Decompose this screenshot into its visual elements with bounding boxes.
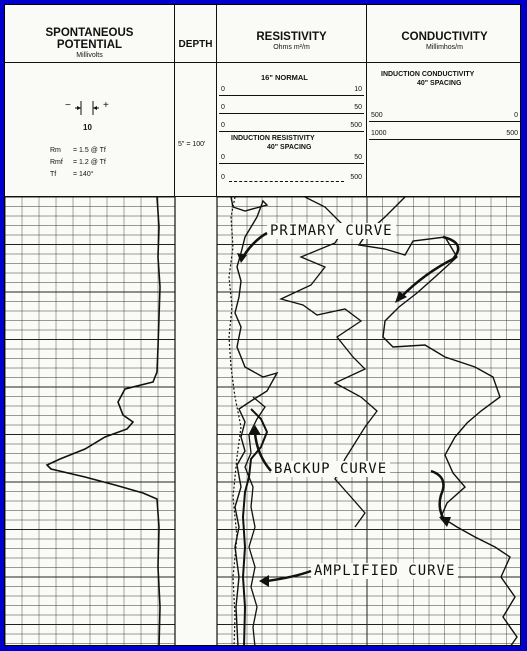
sp-header <box>5 5 175 63</box>
cond-row-1-left: 500 <box>371 112 383 119</box>
rm-label: Rm <box>50 147 61 154</box>
normal-row-1-left: 0 <box>221 86 225 93</box>
sp-plus-sign: + <box>103 100 109 111</box>
induction-row-2-dashed-line <box>229 181 344 182</box>
conductivity-unit: Millimhos/m <box>426 44 463 51</box>
depth-title: DEPTH <box>178 39 213 50</box>
cond-row-2-left: 1000 <box>371 130 387 137</box>
depth-scale-value: 5" = 100' <box>178 141 206 148</box>
conductivity-scale-title-1: INDUCTION CONDUCTIVITY <box>381 71 475 78</box>
normal-title: 16" NORMAL <box>261 73 308 82</box>
well-log-sheet <box>4 4 521 646</box>
tf-value: = 140° <box>73 171 94 178</box>
conductivity-scale-box <box>367 63 521 197</box>
conductivity-scale-title-2: 40" SPACING <box>417 80 462 87</box>
primary-curve-label: PRIMARY CURVE <box>267 223 396 239</box>
depth-scale-box <box>175 63 217 197</box>
resistivity-primary-curve <box>231 197 277 646</box>
induction-res-title-2: 40" SPACING <box>267 144 312 151</box>
tf-label: Tf <box>50 171 57 178</box>
normal-row-3-left: 0 <box>221 122 225 129</box>
normal-row-2-left: 0 <box>221 104 225 111</box>
induction-row-2-left: 0 <box>221 174 225 181</box>
sp-scale-value: 10 <box>83 123 92 132</box>
depth-header <box>175 5 217 63</box>
sp-title-2: POTENTIAL <box>56 39 123 51</box>
sp-scale-bracket-icon <box>73 99 103 119</box>
induction-row-2-right: 500 <box>350 174 362 181</box>
rm-value: = 1.5 @ Tf <box>73 147 106 154</box>
sp-title-1: SPONTANEOUS <box>45 27 134 39</box>
induction-resistivity-curve <box>281 197 377 527</box>
cond-row-1-line <box>369 121 520 122</box>
normal-row-2-line <box>219 113 364 114</box>
induction-row-1-right: 50 <box>354 154 362 161</box>
sp-curve <box>47 197 160 646</box>
amplified-curve-label: AMPLIFIED CURVE <box>311 563 458 579</box>
cond-row-1-right: 0 <box>514 112 518 119</box>
rmf-label: Rmf <box>50 159 63 166</box>
induction-res-title-1: INDUCTION RESISTIVITY <box>231 135 315 142</box>
resistivity-title: RESISTIVITY <box>256 31 327 43</box>
backup-curve-label: BACKUP CURVE <box>271 461 390 477</box>
rmf-value: = 1.2 @ Tf <box>73 159 106 166</box>
conductivity-title: CONDUCTIVITY <box>401 31 488 43</box>
normal-row-3-line <box>219 131 364 132</box>
cond-row-2-line <box>369 139 520 140</box>
induction-row-1-line <box>219 163 364 164</box>
sp-scale-box <box>5 63 175 197</box>
resistivity-scale-box <box>217 63 367 197</box>
sp-minus-sign: − <box>65 100 71 111</box>
resistivity-unit: Ohms m²/m <box>273 44 310 51</box>
normal-row-1-line <box>219 95 364 96</box>
cond-row-2-right: 500 <box>506 130 518 137</box>
conductivity-header <box>367 5 521 63</box>
normal-row-2-right: 50 <box>354 104 362 111</box>
normal-row-3-right: 500 <box>350 122 362 129</box>
normal-row-1-right: 10 <box>354 86 362 93</box>
sp-unit: Millivolts <box>76 52 103 59</box>
induction-row-1-left: 0 <box>221 154 225 161</box>
resistivity-header <box>217 5 367 63</box>
sp-track-grid <box>5 197 175 646</box>
